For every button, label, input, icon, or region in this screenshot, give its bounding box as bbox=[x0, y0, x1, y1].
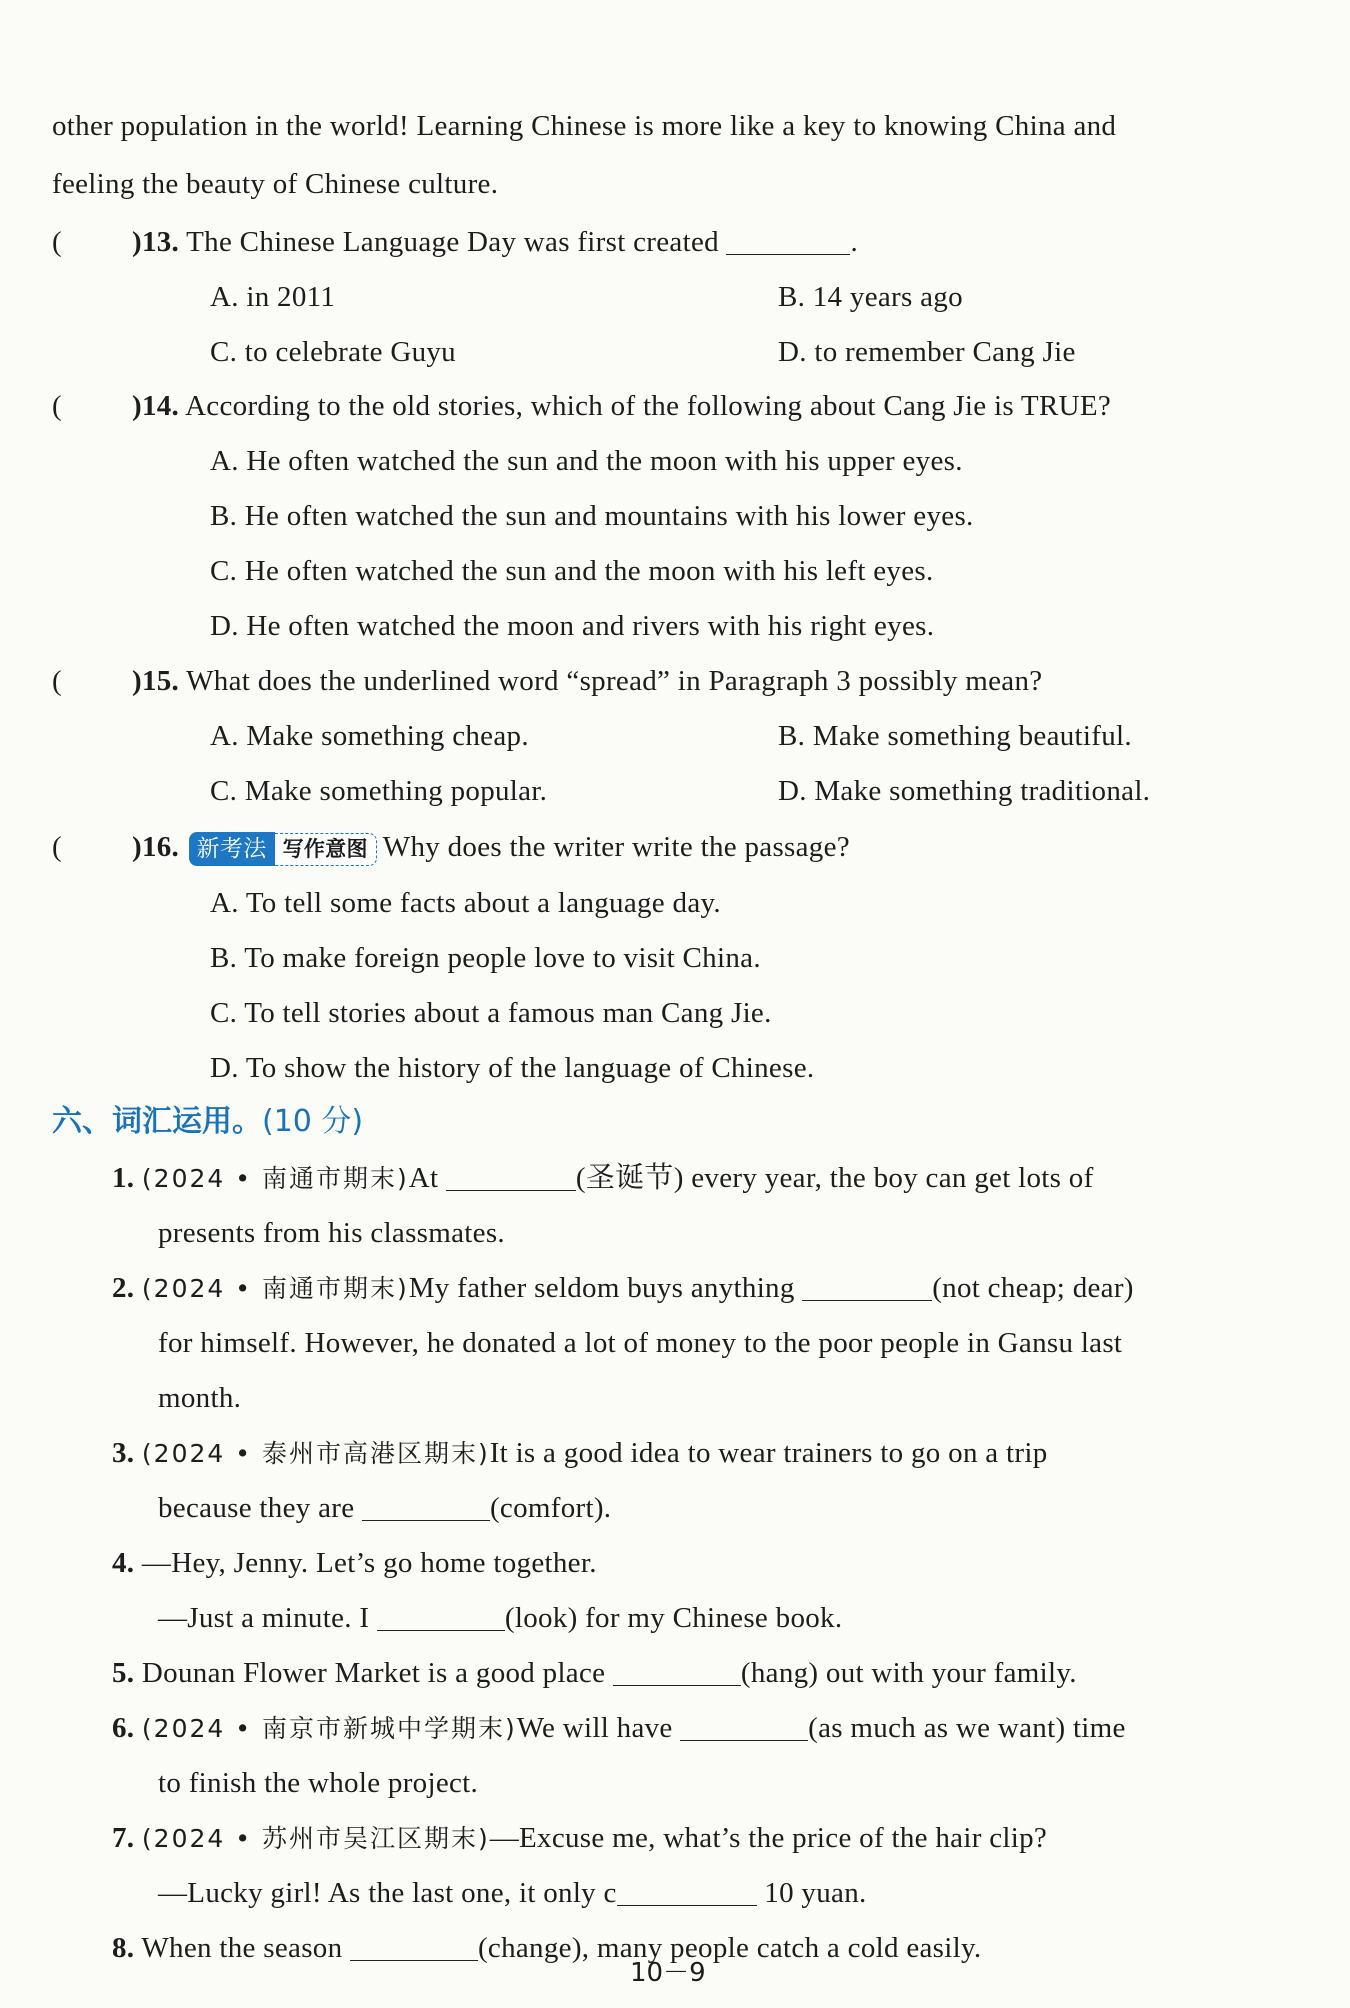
answer-paren: ( bbox=[52, 226, 62, 258]
question-stem: What does the underlined word “spread” in Paragraph 3 possibly mean? bbox=[186, 665, 1043, 697]
option: A. To tell some facts about a language day. bbox=[210, 887, 721, 919]
source-tag: (2024 • 苏州市吴江区期末) bbox=[141, 1824, 490, 1853]
vocab-item-2-cont: for himself. However, he donated a lot of money to the poor people in Gansu last bbox=[158, 1327, 1123, 1359]
badge-sublabel: 写作意图 bbox=[275, 833, 377, 866]
question-13 bbox=[132, 222, 858, 262]
answer-blank[interactable] bbox=[680, 1710, 808, 1741]
item-text: because they are bbox=[158, 1492, 355, 1524]
new-method-badge bbox=[189, 832, 377, 866]
item-text: —Excuse me, what’s the price of the hair clip? bbox=[489, 1822, 1048, 1854]
item-number: 8. bbox=[112, 1932, 135, 1964]
vocab-item-7-cont bbox=[158, 1873, 867, 1913]
option: B. To make foreign people love to visit China. bbox=[210, 942, 761, 974]
answer-paren: ( bbox=[52, 665, 62, 697]
question-16 bbox=[132, 827, 850, 867]
answer-blank[interactable] bbox=[617, 1875, 757, 1906]
item-text: (comfort). bbox=[489, 1492, 612, 1524]
vocab-item-4 bbox=[112, 1543, 597, 1583]
passage-line: feeling the beauty of Chinese culture. bbox=[52, 168, 499, 200]
item-text: (as much as we want) time bbox=[808, 1712, 1126, 1744]
vocab-item-3 bbox=[112, 1433, 1048, 1474]
item-text: At bbox=[408, 1162, 439, 1194]
option: D. To show the history of the language of Chinese. bbox=[210, 1052, 815, 1084]
item-text: —Just a minute. I bbox=[158, 1602, 370, 1634]
answer-paren: ( bbox=[52, 390, 62, 422]
vocab-item-5 bbox=[112, 1653, 1077, 1693]
option: B. Make something beautiful. bbox=[778, 720, 1132, 752]
item-text: (圣诞节) every year, the boy can get lots of bbox=[575, 1162, 1094, 1194]
item-text: Dounan Flower Market is a good place bbox=[141, 1657, 606, 1689]
vocab-item-6-cont: to finish the whole project. bbox=[158, 1767, 479, 1799]
source-tag: (2024 • 南通市期末) bbox=[141, 1164, 409, 1193]
vocab-item-7 bbox=[112, 1818, 1047, 1859]
item-text: (not cheap; dear) bbox=[932, 1272, 1134, 1304]
item-text: (change), many people catch a cold easily. bbox=[477, 1932, 982, 1964]
option: D. to remember Cang Jie bbox=[778, 336, 1076, 368]
source-tag: (2024 • 南通市期末) bbox=[141, 1274, 409, 1303]
question-15 bbox=[132, 661, 1042, 701]
passage-line: other population in the world! Learning Chinese is more like a key to knowing China and bbox=[52, 110, 1117, 142]
item-number: 7. bbox=[112, 1822, 135, 1854]
item-text: —Hey, Jenny. Let’s go home together. bbox=[141, 1547, 597, 1579]
vocab-item-3-cont bbox=[158, 1488, 611, 1528]
vocab-item-6 bbox=[112, 1708, 1126, 1749]
section-title: 六、词汇运用。 bbox=[52, 1104, 262, 1139]
item-number: 3. bbox=[112, 1437, 135, 1469]
option: C. Make something popular. bbox=[210, 775, 548, 807]
item-number: 6. bbox=[112, 1712, 135, 1744]
answer-blank[interactable] bbox=[613, 1655, 741, 1686]
vocab-item-8 bbox=[112, 1928, 981, 1968]
question-number: )15. bbox=[132, 665, 180, 697]
vocab-item-1 bbox=[112, 1158, 1094, 1199]
section-points: (10 分) bbox=[262, 1104, 364, 1139]
item-text: (hang) out with your family. bbox=[740, 1657, 1077, 1689]
question-stem: According to the old stories, which of the following about Cang Jie is TRUE? bbox=[185, 390, 1112, 422]
page-number: 10－9 bbox=[630, 1958, 706, 1988]
option: B. 14 years ago bbox=[778, 281, 963, 313]
answer-blank[interactable] bbox=[802, 1270, 932, 1301]
item-text: We will have bbox=[516, 1712, 673, 1744]
option: D. He often watched the moon and rivers with his right eyes. bbox=[210, 610, 935, 642]
vocab-item-2 bbox=[112, 1268, 1134, 1309]
item-number: 1. bbox=[112, 1162, 135, 1194]
source-tag: (2024 • 南京市新城中学期末) bbox=[141, 1714, 517, 1743]
item-text: 10 yuan. bbox=[764, 1877, 867, 1909]
vocab-item-4-cont bbox=[158, 1598, 842, 1638]
item-number: 4. bbox=[112, 1547, 135, 1579]
question-stem: Why does the writer write the passage? bbox=[382, 831, 850, 863]
option: A. in 2011 bbox=[210, 281, 336, 313]
item-text: (look) for my Chinese book. bbox=[504, 1602, 843, 1634]
answer-blank[interactable] bbox=[350, 1930, 478, 1961]
option: A. Make something cheap. bbox=[210, 720, 529, 752]
item-text: —Lucky girl! As the last one, it only c bbox=[158, 1877, 617, 1909]
stem-end: . bbox=[850, 226, 859, 258]
option: B. He often watched the sun and mountains with his lower eyes. bbox=[210, 500, 974, 532]
item-text: My father seldom buys anything bbox=[408, 1272, 795, 1304]
question-14 bbox=[132, 386, 1111, 426]
answer-blank[interactable] bbox=[446, 1160, 576, 1191]
badge-label: 新考法 bbox=[189, 832, 275, 866]
answer-blank[interactable] bbox=[362, 1490, 490, 1521]
item-text: When the season bbox=[141, 1932, 343, 1964]
source-tag: (2024 • 泰州市高港区期末) bbox=[141, 1439, 490, 1468]
item-text: It is a good idea to wear trainers to go on a trip bbox=[489, 1437, 1048, 1469]
question-number: )13. bbox=[132, 226, 180, 258]
vocab-item-1-cont: presents from his classmates. bbox=[158, 1217, 505, 1249]
section-heading bbox=[52, 1102, 363, 1142]
question-number: )16. bbox=[132, 831, 180, 863]
item-number: 5. bbox=[112, 1657, 135, 1689]
option: C. He often watched the sun and the moon with his left eyes. bbox=[210, 555, 934, 587]
option: A. He often watched the sun and the moon with his upper eyes. bbox=[210, 445, 963, 477]
answer-paren: ( bbox=[52, 831, 62, 863]
option: D. Make something traditional. bbox=[778, 775, 1151, 807]
answer-blank[interactable] bbox=[726, 224, 850, 255]
item-number: 2. bbox=[112, 1272, 135, 1304]
vocab-item-2-cont: month. bbox=[158, 1382, 242, 1414]
question-stem: The Chinese Language Day was first created bbox=[186, 226, 719, 258]
answer-blank[interactable] bbox=[377, 1600, 505, 1631]
option: C. to celebrate Guyu bbox=[210, 336, 456, 368]
option: C. To tell stories about a famous man Cang Jie. bbox=[210, 997, 772, 1029]
question-number: )14. bbox=[132, 390, 180, 422]
